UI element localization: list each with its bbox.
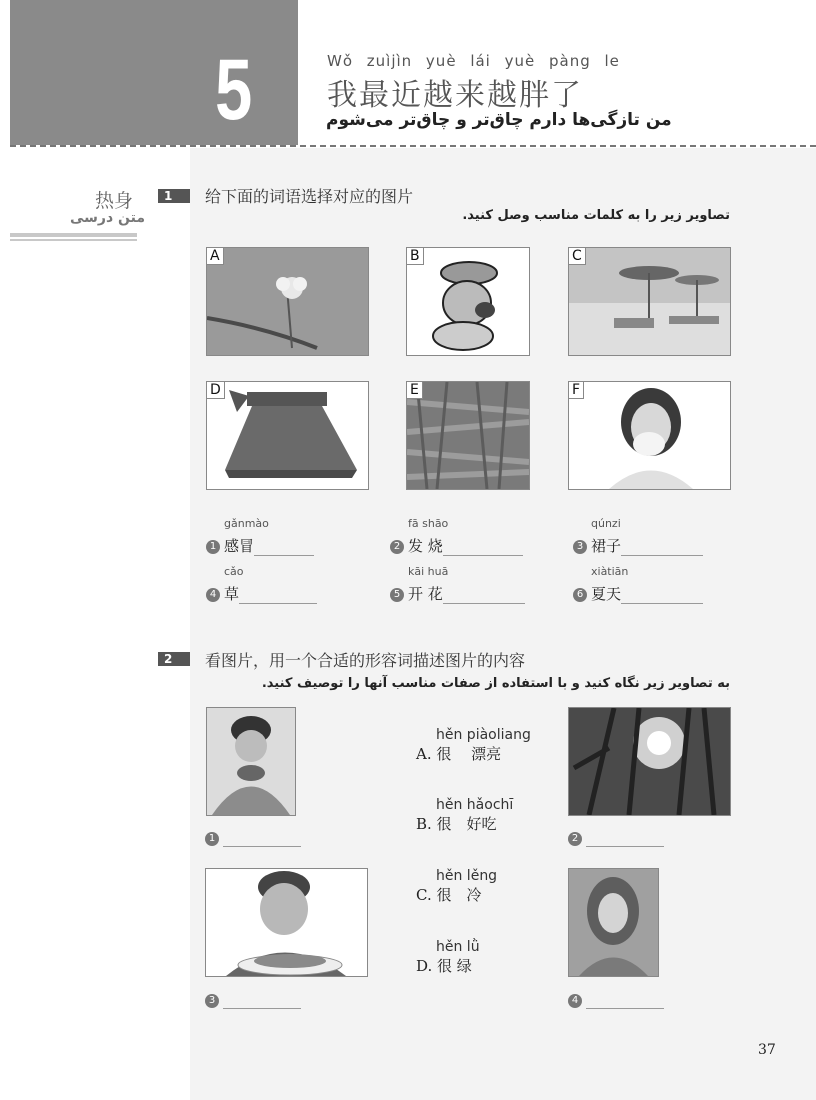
title-persian: من تازگی‌ها دارم چاق‌تر و چاق‌تر می‌شوم bbox=[326, 110, 672, 130]
word-3-blank[interactable] bbox=[621, 555, 703, 556]
picture-e bbox=[406, 381, 530, 490]
exercise-1-instruction-chinese: 给下面的词语选择对应的图片 bbox=[205, 187, 414, 206]
cold-man-icon bbox=[207, 708, 295, 815]
word-6-number: 6 bbox=[573, 588, 587, 602]
item-1-picture bbox=[206, 707, 296, 816]
word-item-2 bbox=[390, 517, 523, 556]
word-5-blank[interactable] bbox=[443, 603, 525, 604]
option-b bbox=[416, 797, 513, 834]
exercise-1-number: 1 bbox=[158, 189, 190, 203]
item-4-blank[interactable] bbox=[586, 1008, 664, 1009]
item-3-answer bbox=[205, 990, 301, 1009]
flower-branch-icon bbox=[207, 248, 368, 355]
option-b-text: B. 很 好吃 bbox=[416, 815, 497, 833]
word-3-pinyin: qúnzi bbox=[591, 517, 621, 530]
item-1-number: 1 bbox=[205, 832, 219, 846]
word-4-blank[interactable] bbox=[239, 603, 317, 604]
word-item-5 bbox=[390, 565, 525, 604]
word-6-chinese: 夏天 bbox=[591, 585, 622, 603]
item-2-blank[interactable] bbox=[586, 846, 664, 847]
picture-f bbox=[568, 381, 731, 490]
section-underline-thin bbox=[10, 239, 137, 241]
item-3-blank[interactable] bbox=[223, 1008, 301, 1009]
picture-d-letter: D bbox=[207, 382, 225, 399]
option-c-text: C. 很 冷 bbox=[416, 886, 482, 904]
word-1-number: 1 bbox=[206, 540, 220, 554]
item-1-answer bbox=[205, 828, 301, 847]
word-item-3 bbox=[573, 517, 703, 556]
item-2-answer bbox=[568, 828, 664, 847]
item-4-answer bbox=[568, 990, 664, 1009]
word-4-chinese: 草 bbox=[224, 585, 240, 603]
picture-b-letter: B bbox=[407, 248, 424, 265]
picture-b bbox=[406, 247, 530, 356]
picture-e-letter: E bbox=[407, 382, 423, 399]
word-3-chinese: 裙子 bbox=[591, 537, 622, 555]
word-item-4 bbox=[206, 565, 317, 604]
word-2-blank[interactable] bbox=[443, 555, 523, 556]
section-label-persian: متن درسی bbox=[70, 210, 146, 226]
picture-c bbox=[568, 247, 731, 356]
word-4-pinyin: cǎo bbox=[224, 565, 244, 578]
word-2-pinyin: fā shāo bbox=[408, 517, 449, 530]
word-5-pinyin: kāi huā bbox=[408, 565, 449, 578]
word-item-6 bbox=[573, 565, 703, 604]
picture-d bbox=[206, 381, 369, 490]
word-item-1 bbox=[206, 517, 314, 556]
item-3-picture bbox=[205, 868, 368, 977]
sneezing-woman-icon bbox=[569, 382, 730, 489]
word-6-blank[interactable] bbox=[621, 603, 703, 604]
forest-sun-icon bbox=[569, 708, 730, 815]
word-4-number: 4 bbox=[206, 588, 220, 602]
section-label-chinese: 热身 bbox=[95, 190, 134, 212]
skirt-icon bbox=[207, 382, 368, 489]
option-c bbox=[416, 868, 497, 905]
cartoon-fever-icon bbox=[407, 248, 529, 355]
item-1-blank[interactable] bbox=[223, 846, 301, 847]
word-5-number: 5 bbox=[390, 588, 404, 602]
title-chinese: 我最近越来越胖了 bbox=[327, 78, 583, 113]
item-3-number: 3 bbox=[205, 994, 219, 1008]
word-2-chinese: 发 烧 bbox=[408, 537, 443, 555]
option-a-text: A. 很 漂亮 bbox=[416, 745, 502, 763]
chapter-header-block bbox=[10, 0, 298, 145]
word-6-pinyin: xiàtiān bbox=[591, 565, 629, 578]
option-c-pinyin: hěn lěng bbox=[436, 868, 498, 884]
picture-f-letter: F bbox=[569, 382, 584, 399]
option-d bbox=[416, 939, 480, 976]
beach-umbrellas-icon bbox=[569, 248, 730, 355]
option-d-pinyin: hěn lǜ bbox=[436, 939, 480, 955]
painted-woman-icon bbox=[569, 869, 658, 976]
word-1-pinyin: gǎnmào bbox=[224, 517, 269, 530]
boy-eating-noodles-icon bbox=[206, 869, 367, 976]
word-1-chinese: 感冒 bbox=[224, 537, 255, 555]
word-1-blank[interactable] bbox=[254, 555, 314, 556]
section-underline bbox=[10, 233, 137, 237]
exercise-1-instruction-persian: تصاویر زیر را به کلمات مناسب وصل کنید. bbox=[462, 208, 730, 223]
picture-a bbox=[206, 247, 369, 356]
title-pinyin: Wǒ zuìjìn yuè lái yuè pàng le bbox=[327, 52, 620, 70]
exercise-2-instruction-chinese: 看图片，用一个合适的形容词描述图片的内容 bbox=[205, 651, 526, 670]
word-2-number: 2 bbox=[390, 540, 404, 554]
item-4-picture bbox=[568, 868, 659, 977]
option-a-pinyin: hěn piàoliang bbox=[436, 727, 531, 743]
chapter-number: 5 bbox=[215, 42, 253, 138]
option-d-text: D. 很 绿 bbox=[416, 957, 472, 975]
header-divider bbox=[10, 145, 816, 147]
item-4-number: 4 bbox=[568, 994, 582, 1008]
item-2-picture bbox=[568, 707, 731, 816]
exercise-2-instruction-persian: به تصاویر زیر نگاه کنید و با استفاده از صفات مناسب آنها را توصیف کنید. bbox=[261, 676, 730, 691]
word-3-number: 3 bbox=[573, 540, 587, 554]
picture-a-letter: A bbox=[207, 248, 224, 265]
exercise-2-number: 2 bbox=[158, 652, 190, 666]
item-2-number: 2 bbox=[568, 832, 582, 846]
picture-c-letter: C bbox=[569, 248, 586, 265]
option-b-pinyin: hěn hǎochī bbox=[436, 797, 514, 813]
option-a bbox=[416, 727, 531, 764]
word-5-chinese: 开 花 bbox=[408, 585, 443, 603]
page-number: 37 bbox=[758, 1042, 776, 1058]
grass-icon bbox=[407, 382, 529, 489]
